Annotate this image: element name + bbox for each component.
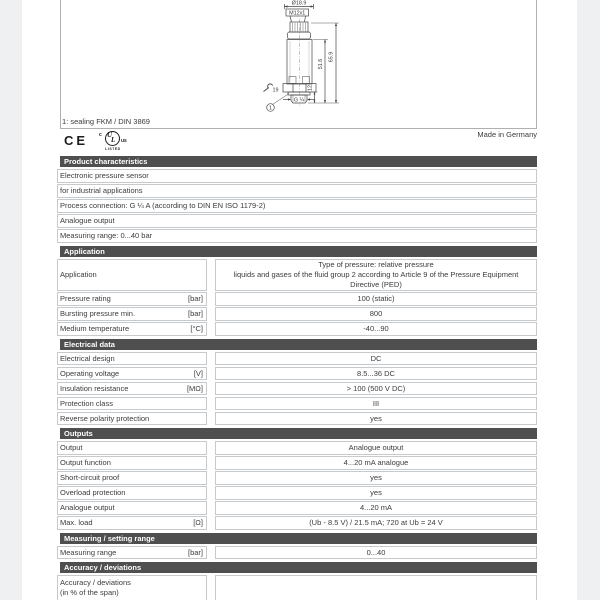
spec-value-cell: [215, 471, 537, 485]
spec-value-cell: [215, 516, 537, 530]
spec-row: [57, 292, 537, 306]
spec-value-cell: [215, 546, 537, 560]
spec-unit: [Ω]: [193, 518, 203, 528]
spec-value-cell: [215, 397, 537, 411]
spec-label: Protection class: [60, 398, 113, 408]
spec-value: 4...20 mA analogue: [343, 458, 409, 468]
spec-label: Overload protection: [60, 488, 126, 498]
spec-row: [57, 546, 537, 560]
callout-1-label: 1: [269, 105, 272, 112]
spec-label-cell: [57, 575, 207, 600]
spec-label-cell: [57, 397, 207, 411]
spec-label: Reverse polarity protection: [60, 413, 150, 423]
ul-letters: [107, 133, 115, 143]
spec-row: [57, 382, 537, 396]
spec-label-cell: [57, 382, 207, 396]
spec-label-cell: [57, 259, 207, 291]
spec-unit: [°C]: [190, 324, 203, 334]
spec-value: yes: [370, 413, 382, 423]
spec-label-cell: [57, 486, 207, 500]
spec-value-line: Directive (PED): [350, 279, 402, 289]
spec-row: [57, 397, 537, 411]
spec-label: Bursting pressure min.: [60, 309, 136, 319]
spec-row: [57, 307, 537, 321]
dim-total-height-label: 65.9: [328, 51, 335, 63]
sensor-dimensional-drawing: [240, 0, 360, 112]
spec-label-cell: [57, 441, 207, 455]
sealing-note: 1: sealing FKM / DIN 3869: [62, 117, 150, 126]
spec-value: 0...40: [366, 547, 386, 557]
dim-process-thread-label: G ¼: [293, 97, 305, 104]
spec-label: Max. load: [60, 518, 93, 528]
spec-label-cell: [57, 292, 207, 306]
spec-value-cell: [215, 441, 537, 455]
spec-row: [57, 575, 537, 600]
spec-label-line: Accuracy / deviations: [60, 578, 131, 587]
spec-value-cell: [215, 292, 537, 306]
spec-label-cell: [57, 516, 207, 530]
spec-value-cell: [215, 259, 537, 291]
spec-label: Output function: [60, 458, 111, 468]
spec-row: [57, 412, 537, 426]
characteristic-row: Electronic pressure sensor: [57, 169, 537, 183]
spec-value: yes: [370, 488, 382, 498]
spec-value-cell: [215, 486, 537, 500]
spec-label: Operating voltage: [60, 368, 120, 378]
ul-listed-logo: [98, 129, 132, 153]
section-header: Measuring / setting range: [60, 533, 537, 544]
spec-value: 4...20 mA: [359, 503, 393, 513]
dim-body-height-label: 51.6: [318, 58, 324, 70]
spec-row: [57, 471, 537, 485]
spec-row: [57, 259, 537, 291]
ul-c-label: c: [99, 132, 102, 138]
spec-label: Insulation resistance: [60, 383, 129, 393]
section-header: Product characteristics: [60, 156, 537, 167]
spec-row: [57, 322, 537, 336]
spec-label-cell: [57, 352, 207, 366]
spec-label-cell: [57, 412, 207, 426]
characteristic-row: Measuring range: 0...40 bar: [57, 229, 537, 243]
spec-label-cell: [57, 456, 207, 470]
spec-value-cell: [215, 382, 537, 396]
spec-value: Analogue output: [348, 443, 404, 453]
spec-table: [57, 156, 537, 600]
spec-row: [57, 441, 537, 455]
spec-row: [57, 352, 537, 366]
dim-connector-thread-label: M12x1: [289, 10, 306, 17]
spec-value-cell: [215, 456, 537, 470]
spec-value: III: [372, 398, 380, 408]
spec-label: Medium temperature: [60, 324, 130, 334]
spec-label-cell: [57, 501, 207, 515]
ul-letter-u: U: [107, 131, 113, 139]
spec-value: yes: [370, 473, 382, 483]
characteristic-row: for industrial applications: [57, 184, 537, 198]
spec-label-cell: [57, 367, 207, 381]
document-page: [22, 0, 577, 600]
spec-value-cell: [215, 322, 537, 336]
spec-label: Measuring range: [60, 547, 117, 557]
spec-label: Electrical design: [60, 353, 115, 363]
spec-value-line: liquids and gases of the fluid group 2 according to Article 9 of the Pressure Equipment: [233, 269, 519, 279]
spec-row: [57, 516, 537, 530]
spec-label: Application: [60, 270, 97, 279]
spec-value-cell: [215, 501, 537, 515]
spec-unit: [V]: [193, 368, 203, 378]
spec-value-cell: [215, 412, 537, 426]
spec-value: DC: [370, 353, 382, 363]
spec-label-cell: [57, 307, 207, 321]
spec-unit: [bar]: [187, 547, 203, 557]
spec-label: Pressure rating: [60, 294, 111, 304]
ce-mark-logo: CE: [64, 133, 89, 148]
spec-value: > 100 (500 V DC): [346, 383, 406, 393]
spec-label-cell: [57, 546, 207, 560]
spec-unit: [MΩ]: [186, 383, 203, 393]
ul-listed-label: LISTED: [105, 147, 121, 151]
characteristic-row: Analogue output: [57, 214, 537, 228]
characteristic-row: Process connection: G ¼ A (according to DIN EN ISO 1179-2): [57, 199, 537, 213]
section-header: Application: [60, 246, 537, 257]
section-header: Outputs: [60, 428, 537, 439]
spec-label-line: (in % of the span): [60, 588, 119, 597]
section-header: Accuracy / deviations: [60, 562, 537, 573]
spec-value: (Ub - 8.5 V) / 21.5 mA; 720 at Ub = 24 V: [309, 518, 443, 528]
spec-value-cell: [215, 307, 537, 321]
spec-row: [57, 367, 537, 381]
made-in-germany-label: Made in Germany: [477, 130, 537, 139]
spec-unit: [bar]: [187, 294, 203, 304]
spec-value-cell: [215, 352, 537, 366]
spec-label-cell: [57, 471, 207, 485]
spec-value: 100 (static): [357, 294, 395, 304]
spec-row: [57, 501, 537, 515]
spec-row: [57, 456, 537, 470]
wrench-size-label: 19: [272, 87, 279, 94]
spec-value-line: Type of pressure: relative pressure: [318, 259, 434, 269]
spec-value-cell: [215, 575, 537, 600]
dim-thread-length-label: 12: [307, 85, 314, 91]
spec-value: 8.5...36 DC: [357, 368, 395, 378]
spec-value: -40...90: [363, 324, 389, 334]
spec-value-cell: [215, 367, 537, 381]
spec-label: Short-circuit proof: [60, 473, 120, 483]
dim-diameter-label: Ø18.9: [291, 0, 307, 7]
section-header: Electrical data: [60, 339, 537, 350]
spec-unit: [bar]: [187, 309, 203, 319]
spec-value: 800: [369, 309, 383, 319]
spec-label: Output: [60, 443, 83, 453]
spec-label: Analogue output: [60, 503, 115, 513]
ul-us-label: us: [121, 138, 127, 144]
ul-letter-l: L: [111, 136, 116, 144]
spec-label-cell: [57, 322, 207, 336]
spec-row: [57, 486, 537, 500]
